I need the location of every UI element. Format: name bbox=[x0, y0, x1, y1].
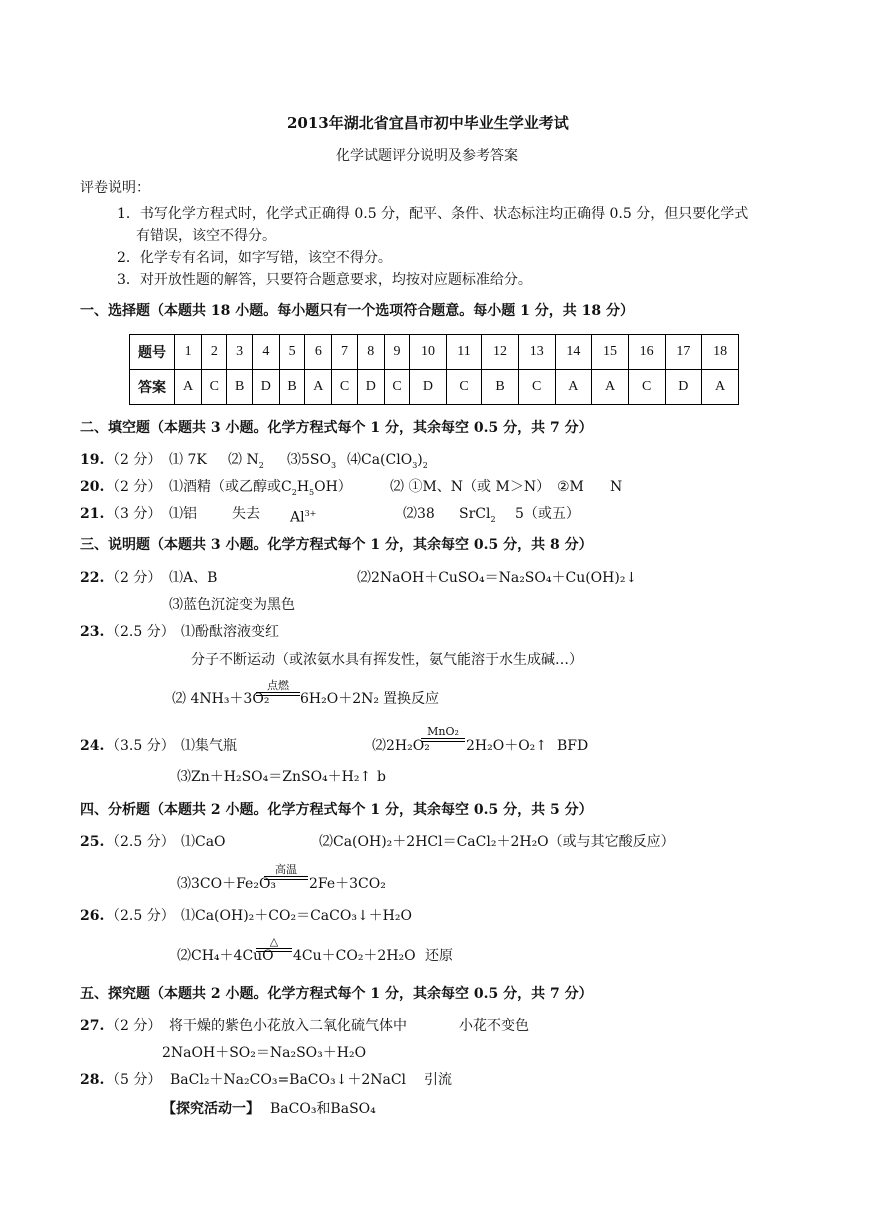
note-2: 2．化学专有名词，如字写错，该空不得分。 bbox=[117, 250, 392, 266]
answer-table bbox=[129, 334, 739, 405]
section-5-heading: 五、探究题（本题共 2 小题。化学方程式每个 1 分，其余每空 0.5 分，共 7 分） bbox=[80, 986, 593, 1002]
section-1-heading: 一、选择题（本题共 18 小题。每小题只有一个选项符合题意。每小题 1 分，共 18 分） bbox=[80, 303, 634, 319]
answer-text: ⑶蓝色沉淀变为黑色 bbox=[169, 597, 295, 613]
note-1-cont: 有错误，该空不得分。 bbox=[136, 228, 276, 244]
question-score: （3 分） bbox=[106, 506, 162, 522]
answer-text: b bbox=[377, 769, 386, 785]
question-number: 19. bbox=[80, 452, 105, 468]
equation: ⑵2H₂O₂ bbox=[372, 738, 430, 754]
question-score: （2 分） bbox=[106, 452, 162, 468]
table-cell: B bbox=[279, 370, 304, 405]
equation: ⑵Ca(OH)₂＋2HCl＝CaCl₂＋2H₂O（或与其它酸反应） bbox=[319, 834, 675, 850]
table-cell: D bbox=[357, 370, 384, 405]
table-cell: 13 bbox=[518, 335, 555, 370]
answer-text: ⑵38 bbox=[403, 506, 435, 522]
activity-heading: 【探究活动一】 bbox=[162, 1101, 260, 1117]
table-cell: 6 bbox=[305, 335, 332, 370]
table-label-number: 题号 bbox=[130, 335, 175, 370]
answer-text: 将干燥的紫色小花放入二氧化硫气体中 bbox=[169, 1018, 407, 1034]
table-cell: 15 bbox=[592, 335, 629, 370]
table-cell: C bbox=[384, 370, 409, 405]
equation: ⑶Zn＋H₂SO₄＝ZnSO₄＋H₂↑ bbox=[177, 769, 372, 785]
table-cell: 17 bbox=[665, 335, 702, 370]
table-cell: 12 bbox=[482, 335, 519, 370]
table-cell: 2 bbox=[202, 335, 227, 370]
equation: ⑶3CO＋Fe₂O₃ bbox=[177, 876, 277, 892]
table-cell: D bbox=[410, 370, 447, 405]
answer-text: 引流 bbox=[424, 1072, 452, 1088]
reaction-condition: 点燃 bbox=[256, 680, 300, 696]
question-score: （2.5 分） bbox=[106, 624, 175, 640]
question-score: （2 分） bbox=[106, 479, 162, 495]
question-number: 25. bbox=[80, 834, 105, 850]
equation: 4Cu＋CO₂＋2H₂O bbox=[293, 948, 416, 964]
answer-text: ⑴A、B bbox=[169, 570, 218, 586]
document-title: 2013年湖北省宜昌市初中毕业生学业考试 bbox=[287, 114, 569, 132]
answer-text: ⑴酚酞溶液变红 bbox=[181, 624, 279, 640]
answer-text: 小花不变色 bbox=[459, 1018, 529, 1034]
answer-text: SrCl$_2$ bbox=[459, 506, 496, 524]
table-cell: C bbox=[518, 370, 555, 405]
table-cell: C bbox=[332, 370, 357, 405]
table-cell: 7 bbox=[332, 335, 357, 370]
equation: BaCl₂＋Na₂CO₃=BaCO₃↓＋2NaCl bbox=[170, 1072, 407, 1088]
question-number: 26. bbox=[80, 908, 105, 924]
table-cell: D bbox=[252, 370, 279, 405]
question-score: （2.5 分） bbox=[106, 834, 175, 850]
table-cell: D bbox=[665, 370, 702, 405]
question-score: （2.5 分） bbox=[106, 908, 175, 924]
answer-text: ⑴CaO bbox=[181, 834, 226, 850]
table-cell: A bbox=[555, 370, 592, 405]
table-cell: C bbox=[446, 370, 481, 405]
reaction-condition: △ bbox=[256, 936, 292, 952]
question-number: 24. bbox=[80, 738, 105, 754]
question-number: 27. bbox=[80, 1018, 105, 1034]
table-cell: 5 bbox=[279, 335, 304, 370]
table-cell: 16 bbox=[628, 335, 665, 370]
answer-text: 还原 bbox=[425, 948, 453, 964]
answer-text: ⑴ 7K bbox=[169, 452, 207, 468]
answer-text: BFD bbox=[557, 738, 589, 754]
question-number: 22. bbox=[80, 570, 105, 586]
table-cell: C bbox=[628, 370, 665, 405]
table-cell: B bbox=[482, 370, 519, 405]
equation: 2H₂O＋O₂↑ bbox=[466, 738, 548, 754]
answer-text: $⑷Ca(ClO_3)_2$ bbox=[347, 452, 428, 470]
equation: 6H₂O＋2N₂ bbox=[300, 691, 379, 707]
table-cell: A bbox=[592, 370, 629, 405]
question-number: 28. bbox=[80, 1072, 105, 1088]
question-score: （5 分） bbox=[106, 1072, 162, 1088]
table-cell: C bbox=[202, 370, 227, 405]
answer-text: 5（或五） bbox=[515, 506, 580, 522]
document-subtitle: 化学试题评分说明及参考答案 bbox=[336, 148, 518, 164]
answer-text: $⑶5SO_3$ bbox=[287, 452, 337, 470]
equation: ⑵ 4NH₃＋3O₂ bbox=[172, 691, 270, 707]
question-number: 23. bbox=[80, 624, 105, 640]
equation: 2Fe＋3CO₂ bbox=[309, 876, 386, 892]
table-cell: 10 bbox=[410, 335, 447, 370]
table-cell: A bbox=[305, 370, 332, 405]
equation: ⑵2NaOH＋CuSO₄＝Na₂SO₄＋Cu(OH)₂↓ bbox=[357, 570, 638, 586]
question-score: （3.5 分） bbox=[106, 738, 175, 754]
table-row-numbers bbox=[130, 335, 739, 370]
table-cell: 4 bbox=[252, 335, 279, 370]
section-2-heading: 二、填空题（本题共 3 小题。化学方程式每个 1 分，其余每空 0.5 分，共 7 分） bbox=[80, 420, 593, 436]
answer-text: ⑴集气瓶 bbox=[181, 738, 237, 754]
table-cell: 3 bbox=[227, 335, 252, 370]
answer-text: ⑴铝 bbox=[169, 506, 197, 522]
reaction-condition: 高温 bbox=[264, 864, 308, 880]
answer-text: N bbox=[610, 479, 623, 495]
section-3-heading: 三、说明题（本题共 3 小题。化学方程式每个 1 分，其余每空 0.5 分，共 8 分） bbox=[80, 537, 593, 553]
table-cell: B bbox=[227, 370, 252, 405]
notes-heading: 评卷说明： bbox=[80, 180, 150, 196]
table-cell: 11 bbox=[446, 335, 481, 370]
table-cell: 1 bbox=[175, 335, 202, 370]
table-cell: 9 bbox=[384, 335, 409, 370]
table-cell: 8 bbox=[357, 335, 384, 370]
section-4-heading: 四、分析题（本题共 2 小题。化学方程式每个 1 分，其余每空 0.5 分，共 5 分） bbox=[80, 802, 593, 818]
equation: 2NaOH＋SO₂＝Na₂SO₃＋H₂O bbox=[162, 1045, 367, 1061]
equation: ⑴Ca(OH)₂＋CO₂＝CaCO₃↓＋H₂O bbox=[181, 908, 412, 924]
question-number: 20. bbox=[80, 479, 105, 495]
answer-text: ⑴酒精（或乙醇或$C_2H_5OH$） bbox=[169, 479, 352, 497]
table-cell: A bbox=[702, 370, 739, 405]
answer-text: 失去 bbox=[232, 506, 260, 522]
answer-text: $Al^{3+}$ bbox=[290, 509, 317, 526]
answer-text: 分子不断运动（或浓氨水具有挥发性，氨气能溶于水生成碱…） bbox=[191, 652, 583, 668]
reaction-condition: MnO₂ bbox=[421, 726, 465, 742]
answer-text: ②M bbox=[557, 479, 584, 495]
question-score: （2 分） bbox=[106, 1018, 162, 1034]
table-label-answer: 答案 bbox=[130, 370, 175, 405]
question-number: 21. bbox=[80, 506, 105, 522]
table-cell: 18 bbox=[702, 335, 739, 370]
note-3: 3．对开放性题的解答，只要符合题意要求，均按对应题标准给分。 bbox=[117, 272, 532, 288]
table-cell: 14 bbox=[555, 335, 592, 370]
answer-text: ⑵ $N_2$ bbox=[228, 452, 264, 470]
note-1: 1．书写化学方程式时，化学式正确得 0.5 分，配平、条件、状态标注均正确得 0.5 分，但只要化学式 bbox=[117, 206, 749, 222]
answer-text: BaCO₃和BaSO₄ bbox=[270, 1101, 376, 1117]
table-cell: A bbox=[175, 370, 202, 405]
answer-text: 置换反应 bbox=[383, 691, 439, 707]
table-row-answers bbox=[130, 370, 739, 405]
equation: ⑵CH₄＋4CuO bbox=[177, 948, 274, 964]
question-score: （2 分） bbox=[106, 570, 162, 586]
answer-text: ⑵ ①M、N（或 M＞N） bbox=[390, 479, 551, 495]
